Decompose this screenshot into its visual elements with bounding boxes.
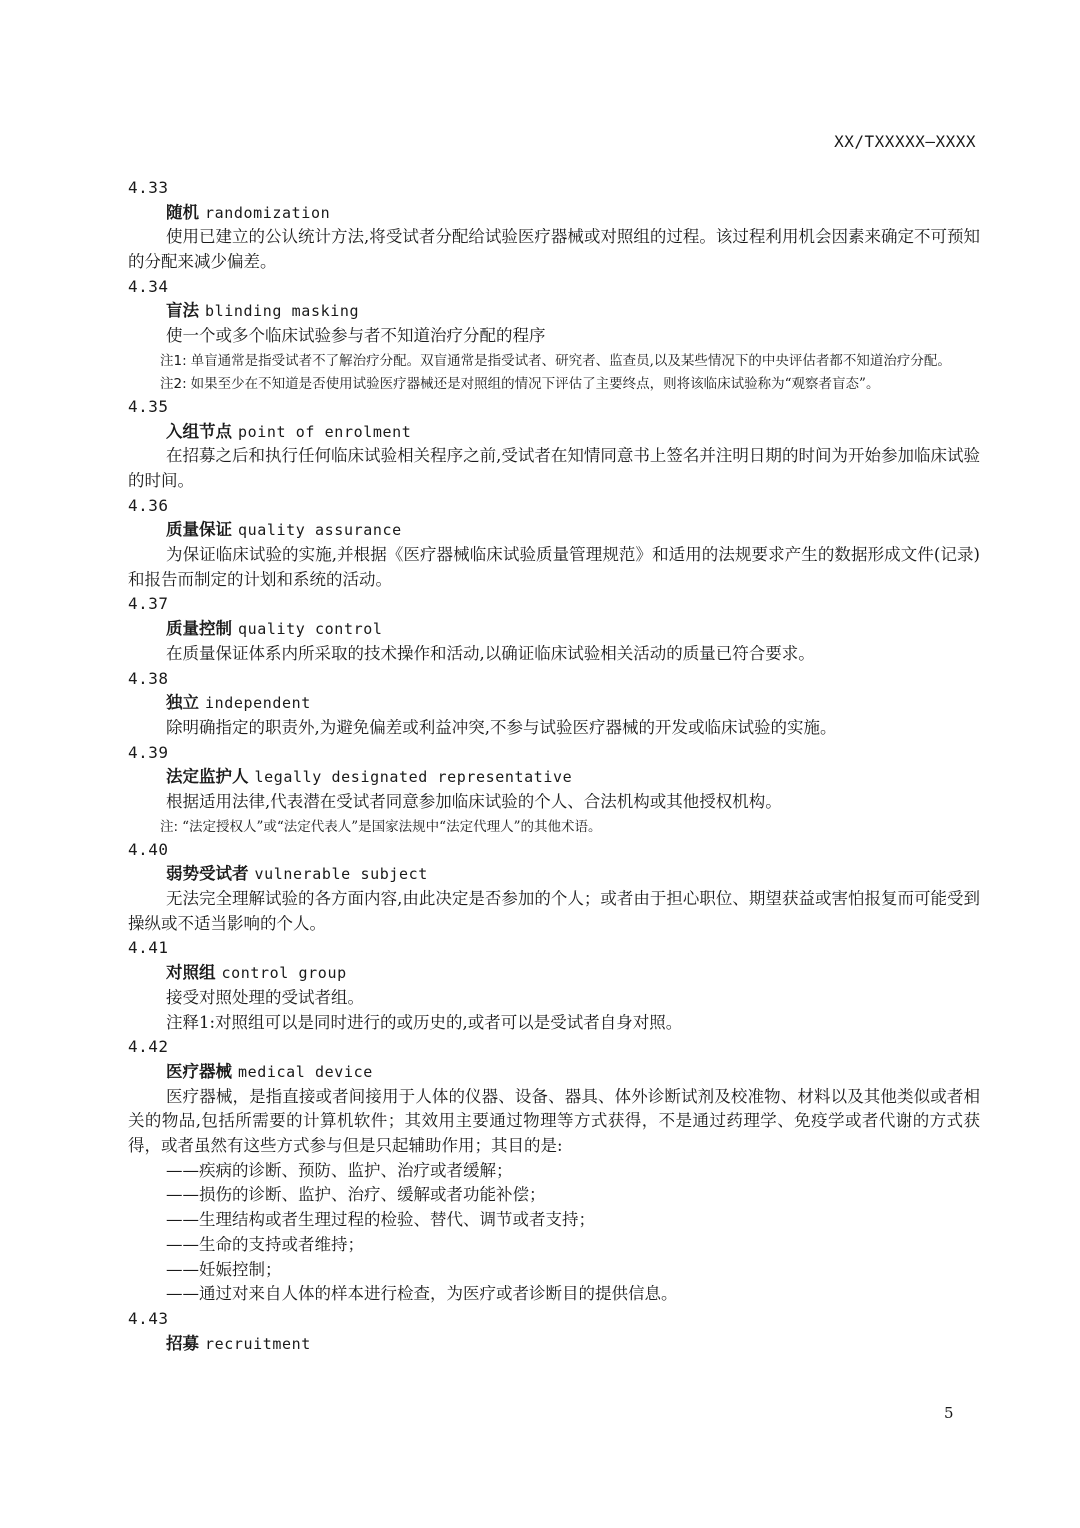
term-definition: 在质量保证体系内所采取的技术操作和活动,以确证临床试验相关活动的质量已符合要求。 — [166, 643, 815, 663]
term-heading — [166, 691, 980, 716]
term-definition: 使用已建立的公认统计方法,将受试者分配给试验医疗器械或对照组的过程。该过程利用机会因素来确定不可预知的分配来减少偏差。 — [128, 227, 980, 272]
term-zh: 质量保证 — [166, 520, 232, 540]
document-body — [128, 176, 980, 1356]
term-zh: 随机 — [166, 202, 199, 222]
section-number: 4.42 — [128, 1037, 169, 1057]
term-heading — [166, 1060, 980, 1085]
note-text: “法定授权人”或“法定代表人”是国家法规中“法定代理人”的其他术语。 — [182, 818, 602, 835]
note-label: 注2: — [160, 375, 187, 392]
term-zh: 入组节点 — [166, 421, 232, 441]
document-code: XX/TXXXXX—XXXX — [834, 132, 976, 151]
term-en: independent — [205, 694, 311, 713]
list-item: —— 妊娠控制； — [166, 1258, 980, 1283]
term-heading — [166, 518, 980, 543]
section-number: 4.33 — [128, 178, 169, 197]
section-number: 4.37 — [128, 594, 169, 614]
term-note — [160, 815, 980, 838]
term-en: randomization — [205, 203, 331, 222]
term-zh: 弱势受试者 — [166, 864, 249, 884]
note-text: 如果至少在不知道是否使用试验医疗器械还是对照组的情况下评估了主要终点，则将该临床试验称为“观察者盲态”。 — [190, 375, 880, 392]
purpose-list — [128, 1159, 980, 1307]
list-item: —— 通过对来自人体的样本进行检查，为医疗或者诊断目的提供信息。 — [166, 1282, 980, 1307]
term-annotation: 注释1:对照组可以是同时进行的或历史的,或者可以是受试者自身对照。 — [166, 1012, 683, 1032]
term-en: medical device — [238, 1062, 373, 1081]
term-zh: 盲法 — [166, 301, 199, 321]
term-en: quality assurance — [238, 521, 402, 540]
section-number: 4.41 — [128, 938, 169, 958]
note-text: 单盲通常是指受试者不了解治疗分配。双盲通常是指受试者、研究者、监查员,以及某些情况下的中央评估者都不知道治疗分配。 — [190, 352, 951, 369]
term-note — [160, 372, 980, 395]
term-definition: 医疗器械，是指直接或者间接用于人体的仪器、设备、器具、体外诊断试剂及校准物、材料以及其他类似或者相关的物品,包括所需要的计算机软件；其效用主要通过物理等方式获得，不是通过药理学、免疫学或者代谢的方式获得，或者虽然有这些方式参与但是只起辅助作用；其目的是: — [128, 1086, 980, 1155]
term-definition: 在招募之后和执行任何临床试验相关程序之前,受试者在知情同意书上签名并注明日期的时间为开始参加临床试验的时间。 — [128, 446, 980, 490]
term-en: recruitment — [205, 1334, 311, 1353]
term-definition: 无法完全理解试验的各方面内容,由此决定是否参加的个人；或者由于担心职位、期望获益或害怕报复而可能受到操纵或不适当影响的个人。 — [128, 889, 980, 933]
term-en: vulnerable subject — [254, 865, 428, 884]
page-number: 5 — [944, 1404, 954, 1422]
term-heading — [166, 961, 980, 986]
list-item: —— 生命的支持或者维持； — [166, 1233, 980, 1258]
term-heading — [166, 299, 980, 324]
term-heading — [166, 420, 980, 445]
list-item: —— 损伤的诊断、监护、治疗、缓解或者功能补偿； — [166, 1183, 980, 1208]
term-en: control group — [221, 964, 347, 983]
term-en: point of enrolment — [238, 422, 412, 441]
term-zh: 法定监护人 — [166, 767, 249, 787]
term-note — [160, 349, 980, 372]
term-definition: 根据适用法律,代表潜在受试者同意参加临床试验的个人、合法机构或其他授权机构。 — [166, 791, 782, 811]
term-heading — [166, 201, 980, 226]
term-en: quality control — [238, 620, 383, 639]
section-number: 4.35 — [128, 396, 169, 416]
section-number: 4.38 — [128, 668, 169, 688]
term-heading — [166, 617, 980, 642]
term-definition: 接受对照处理的受试者组。 — [166, 987, 364, 1007]
section-number: 4.43 — [128, 1308, 169, 1328]
term-zh: 对照组 — [166, 963, 216, 983]
section-number: 4.39 — [128, 742, 169, 762]
section-number: 4.34 — [128, 276, 169, 296]
section-number: 4.36 — [128, 495, 169, 515]
list-item: —— 疾病的诊断、预防、监护、治疗或者缓解； — [166, 1159, 980, 1184]
term-definition: 除明确指定的职责外,为避免偏差或利益冲突,不参与试验医疗器械的开发或临床试验的实施。 — [166, 717, 837, 737]
term-definition: 使一个或多个临床试验参与者不知道治疗分配的程序 — [166, 326, 546, 346]
term-zh: 质量控制 — [166, 619, 232, 639]
term-en: blinding masking — [205, 302, 360, 321]
term-en: legally designated representative — [254, 768, 573, 787]
term-heading — [166, 1332, 980, 1357]
term-zh: 招募 — [166, 1333, 199, 1353]
term-zh: 医疗器械 — [166, 1061, 232, 1081]
list-item: —— 生理结构或者生理过程的检验、替代、调节或者支持； — [166, 1208, 980, 1233]
section-number: 4.40 — [128, 839, 169, 859]
term-heading — [166, 862, 980, 887]
term-heading — [166, 765, 980, 790]
term-definition: 为保证临床试验的实施,并根据《医疗器械临床试验质量管理规范》和适用的法规要求产生的数据形成文件(记录)和报告而制定的计划和系统的活动。 — [128, 545, 980, 589]
note-label: 注: — [160, 818, 179, 835]
term-zh: 独立 — [166, 693, 199, 713]
note-label: 注1: — [160, 352, 187, 369]
